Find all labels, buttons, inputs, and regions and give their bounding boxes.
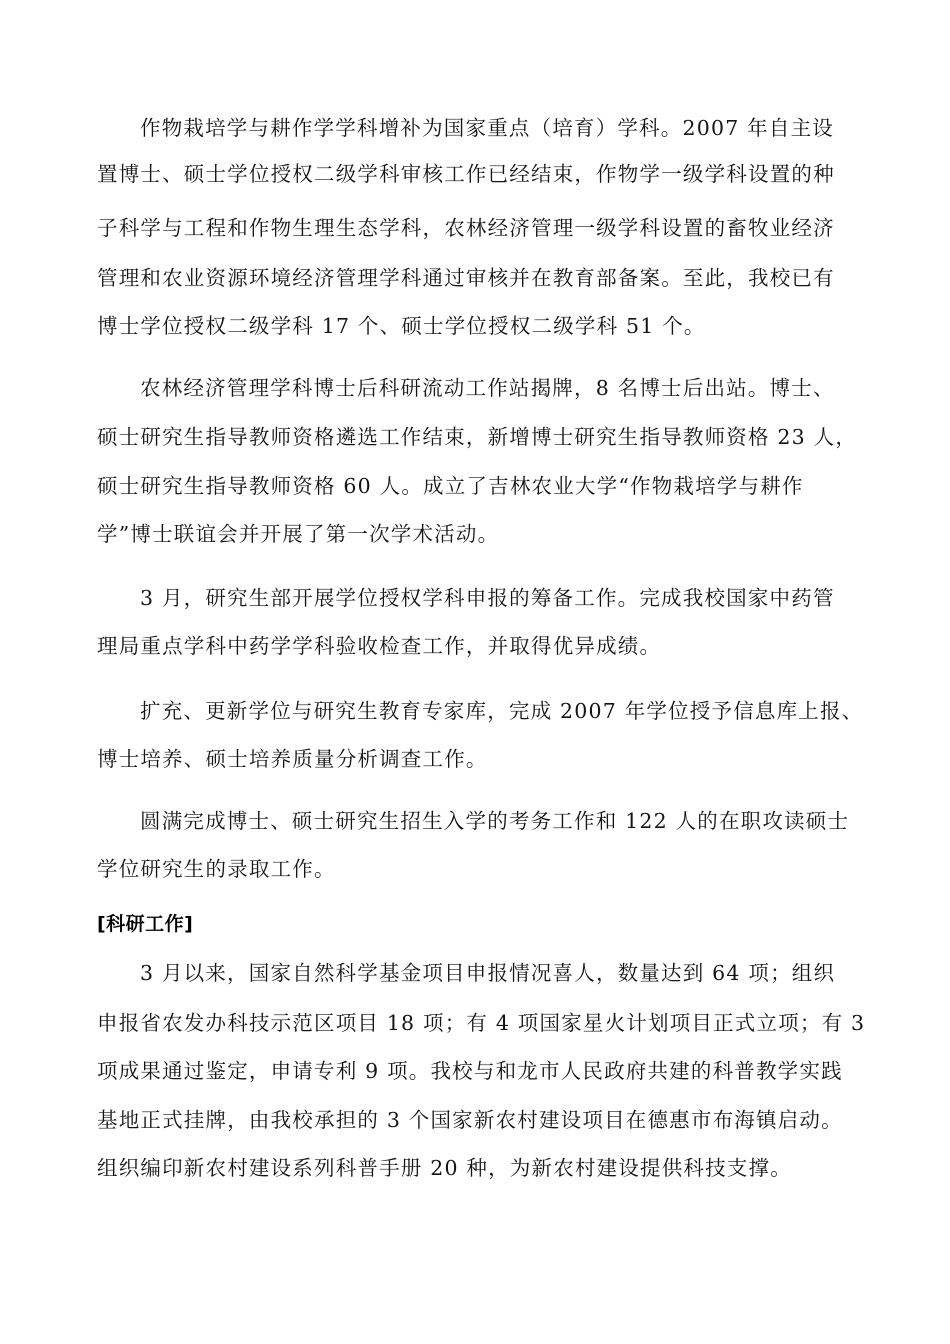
paragraph-line: 理局重点学科中药学学科验收检查工作，并取得优异成绩。	[97, 634, 662, 658]
paragraph-line: 管理和农业资源环境经济管理学科通过审核并在教育部备案。至此，我校已有	[97, 266, 835, 290]
paragraph-line: 项成果通过鉴定，申请专利 9 项。我校与和龙市人民政府共建的科普教学实践	[97, 1059, 843, 1083]
paragraph-line: 3 月，研究生部开展学位授权学科申报的筹备工作。完成我校国家中药管	[140, 586, 835, 610]
paragraph-line: 农林经济管理学科博士后科研流动工作站揭牌，8 名博士后出站。博士、	[140, 376, 835, 400]
paragraph-line: 作物栽培学与耕作学学科增补为国家重点（培育）学科。2007 年自主设	[140, 116, 834, 140]
paragraph-line: 硕士研究生指导教师资格遴选工作结束，新增博士研究生指导教师资格 23 人，	[97, 425, 858, 449]
paragraph-line: 硕士研究生指导教师资格 60 人。成立了吉林农业大学“作物栽培学与耕作	[97, 474, 804, 498]
paragraph-line: 学位研究生的录取工作。	[97, 857, 336, 881]
paragraph-line: 博士培养、硕士培养质量分析调查工作。	[97, 747, 488, 771]
section-heading: [科研工作]	[97, 913, 194, 935]
paragraph-line: 子科学与工程和作物生理生态学科，农林经济管理一级学科设置的畜牧业经济	[97, 216, 835, 240]
paragraph-line: 学”博士联谊会并开展了第一次学术活动。	[97, 522, 500, 546]
paragraph-line: 基地正式挂牌，由我校承担的 3 个国家新农村建设项目在德惠市布海镇启动。	[97, 1108, 843, 1132]
paragraph-line: 组织编印新农村建设系列科普手册 20 种，为新农村建设提供科技支撑。	[97, 1156, 792, 1180]
paragraph-line: 3 月以来，国家自然科学基金项目申报情况喜人，数量达到 64 项；组织	[140, 961, 836, 985]
paragraph-line: 扩充、更新学位与研究生教育专家库，完成 2007 年学位授予信息库上报、	[140, 699, 864, 723]
paragraph-line: 博士学位授权二级学科 17 个、硕士学位授权二级学科 51 个。	[97, 314, 706, 338]
paragraph-line: 圆满完成博士、硕士研究生招生入学的考务工作和 122 人的在职攻读硕士	[140, 809, 850, 833]
paragraph-line: 置博士、硕士学位授权二级学科审核工作已经结束，作物学一级学科设置的种	[97, 162, 835, 186]
paragraph-line: 申报省农发办科技示范区项目 18 项；有 4 项国家星火计划项目正式立项；有 3	[97, 1011, 866, 1035]
